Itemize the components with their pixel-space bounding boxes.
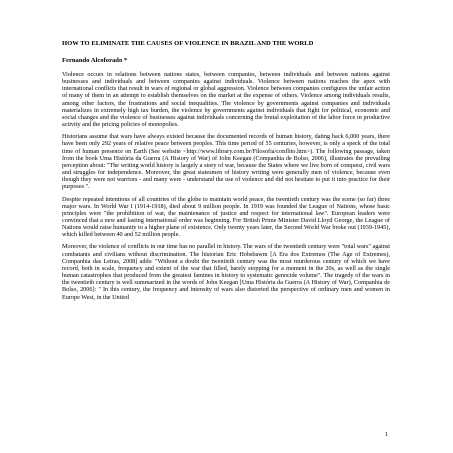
document-title: HOW TO ELIMINATE THE CAUSES OF VIOLENCE IN BRAZIL AND THE WORLD [62, 40, 314, 47]
document-body [62, 40, 390, 306]
paragraph-3: Despite repeated intentions of all countries of the globe to maintain world peace, the twentieth century was the scene (so far) three major wars. In World War I (1914-1918), died about 9 million people. In 1919 was founded the League of Nations, whose basic principles were "the prohibition of war, the maintenance of justice and respect for international law". European leaders were convinced that a new and lasting international order was beginning. For British Prime Minister David Lloyd George, the League of Nations would raise humanity to a higher plane of existence. Only twenty years later, the Second World War broke out (1939-1945), which killed between 40 and 52 million people. [62, 195, 390, 239]
paragraph-1: Violence occurs in relations between nations states, between companies, between individuals and between nations against businesses and individuals and between companies against individuals. Violence between nations reaches the apex with international conflicts that result in wars of regional or global aggression. Violence between companies configures the unfair action of many of them in an attempt to establish themselves on the market at the expense of others. Violence among individuals results, among other factors, the frustrations and social inequalities. The violence by governments against companies and individuals materializes in extremely high tax burden, the violence by governments against individuals that fight for political, economic and social changes and the violence of businesses against individuals concerning the brutal exploitation of the labor force in productive activity and the pricing policies of monopolies. [62, 71, 390, 129]
paragraph-2: Historians assume that wars have always existed because the documented records of human history, dating back 6,000 years, there have been only 292 years of relative peace between peoples. This time period of 55 centuries, however, is only a speck of the total time of human presence on Earth (See website <http://www.library.com.br/Filosofia/conflito.htm>). The following passage, taken from the book Uma História da Guerra (A History of War) of John Keegan (Companhia de Bolso, 2006), illustrates the prevailing perception about: "The writing world history is largely a story of war, because the States where we live born of conquest, civil wars and struggles for independence. Moreover, the great statesmen of history writing were generally men of violence, because even though they were not warriors - and many were - understand the use of violence and did not hesitate to put it into practice for their purposes ". [62, 133, 390, 191]
author-line: Fernando Alcoforado * [62, 57, 128, 64]
paragraph-4: Moreover, the violence of conflicts in our time has no parallel in history. The wars of the twentieth century were "total wars" against combatants and civilians without discrimination. The historian Eric Hobsbawm [A Era dos Extremos (The Age of Extremes), Companhia das Letras, 2008] adds: "Without a doubt the twentieth century was the most murderous century of which we have record, both in scale, frequency and extent of the war that filled, barely stopping for a moment in the 20s, as well as the single human catastrophes that produced from the greatest famines in history to systematic genocide volume". The tragedy of the wars in the twentieth century is well summarized in the words of John Keegan [Uma História da Guerra (A History of War), Companhia de Bolso, 2006]: " In this century, the frequency and intensity of wars also distorted the perspective of ordinary men and women in Europe West, in the United [62, 243, 390, 301]
page-number: 1 [385, 431, 389, 438]
